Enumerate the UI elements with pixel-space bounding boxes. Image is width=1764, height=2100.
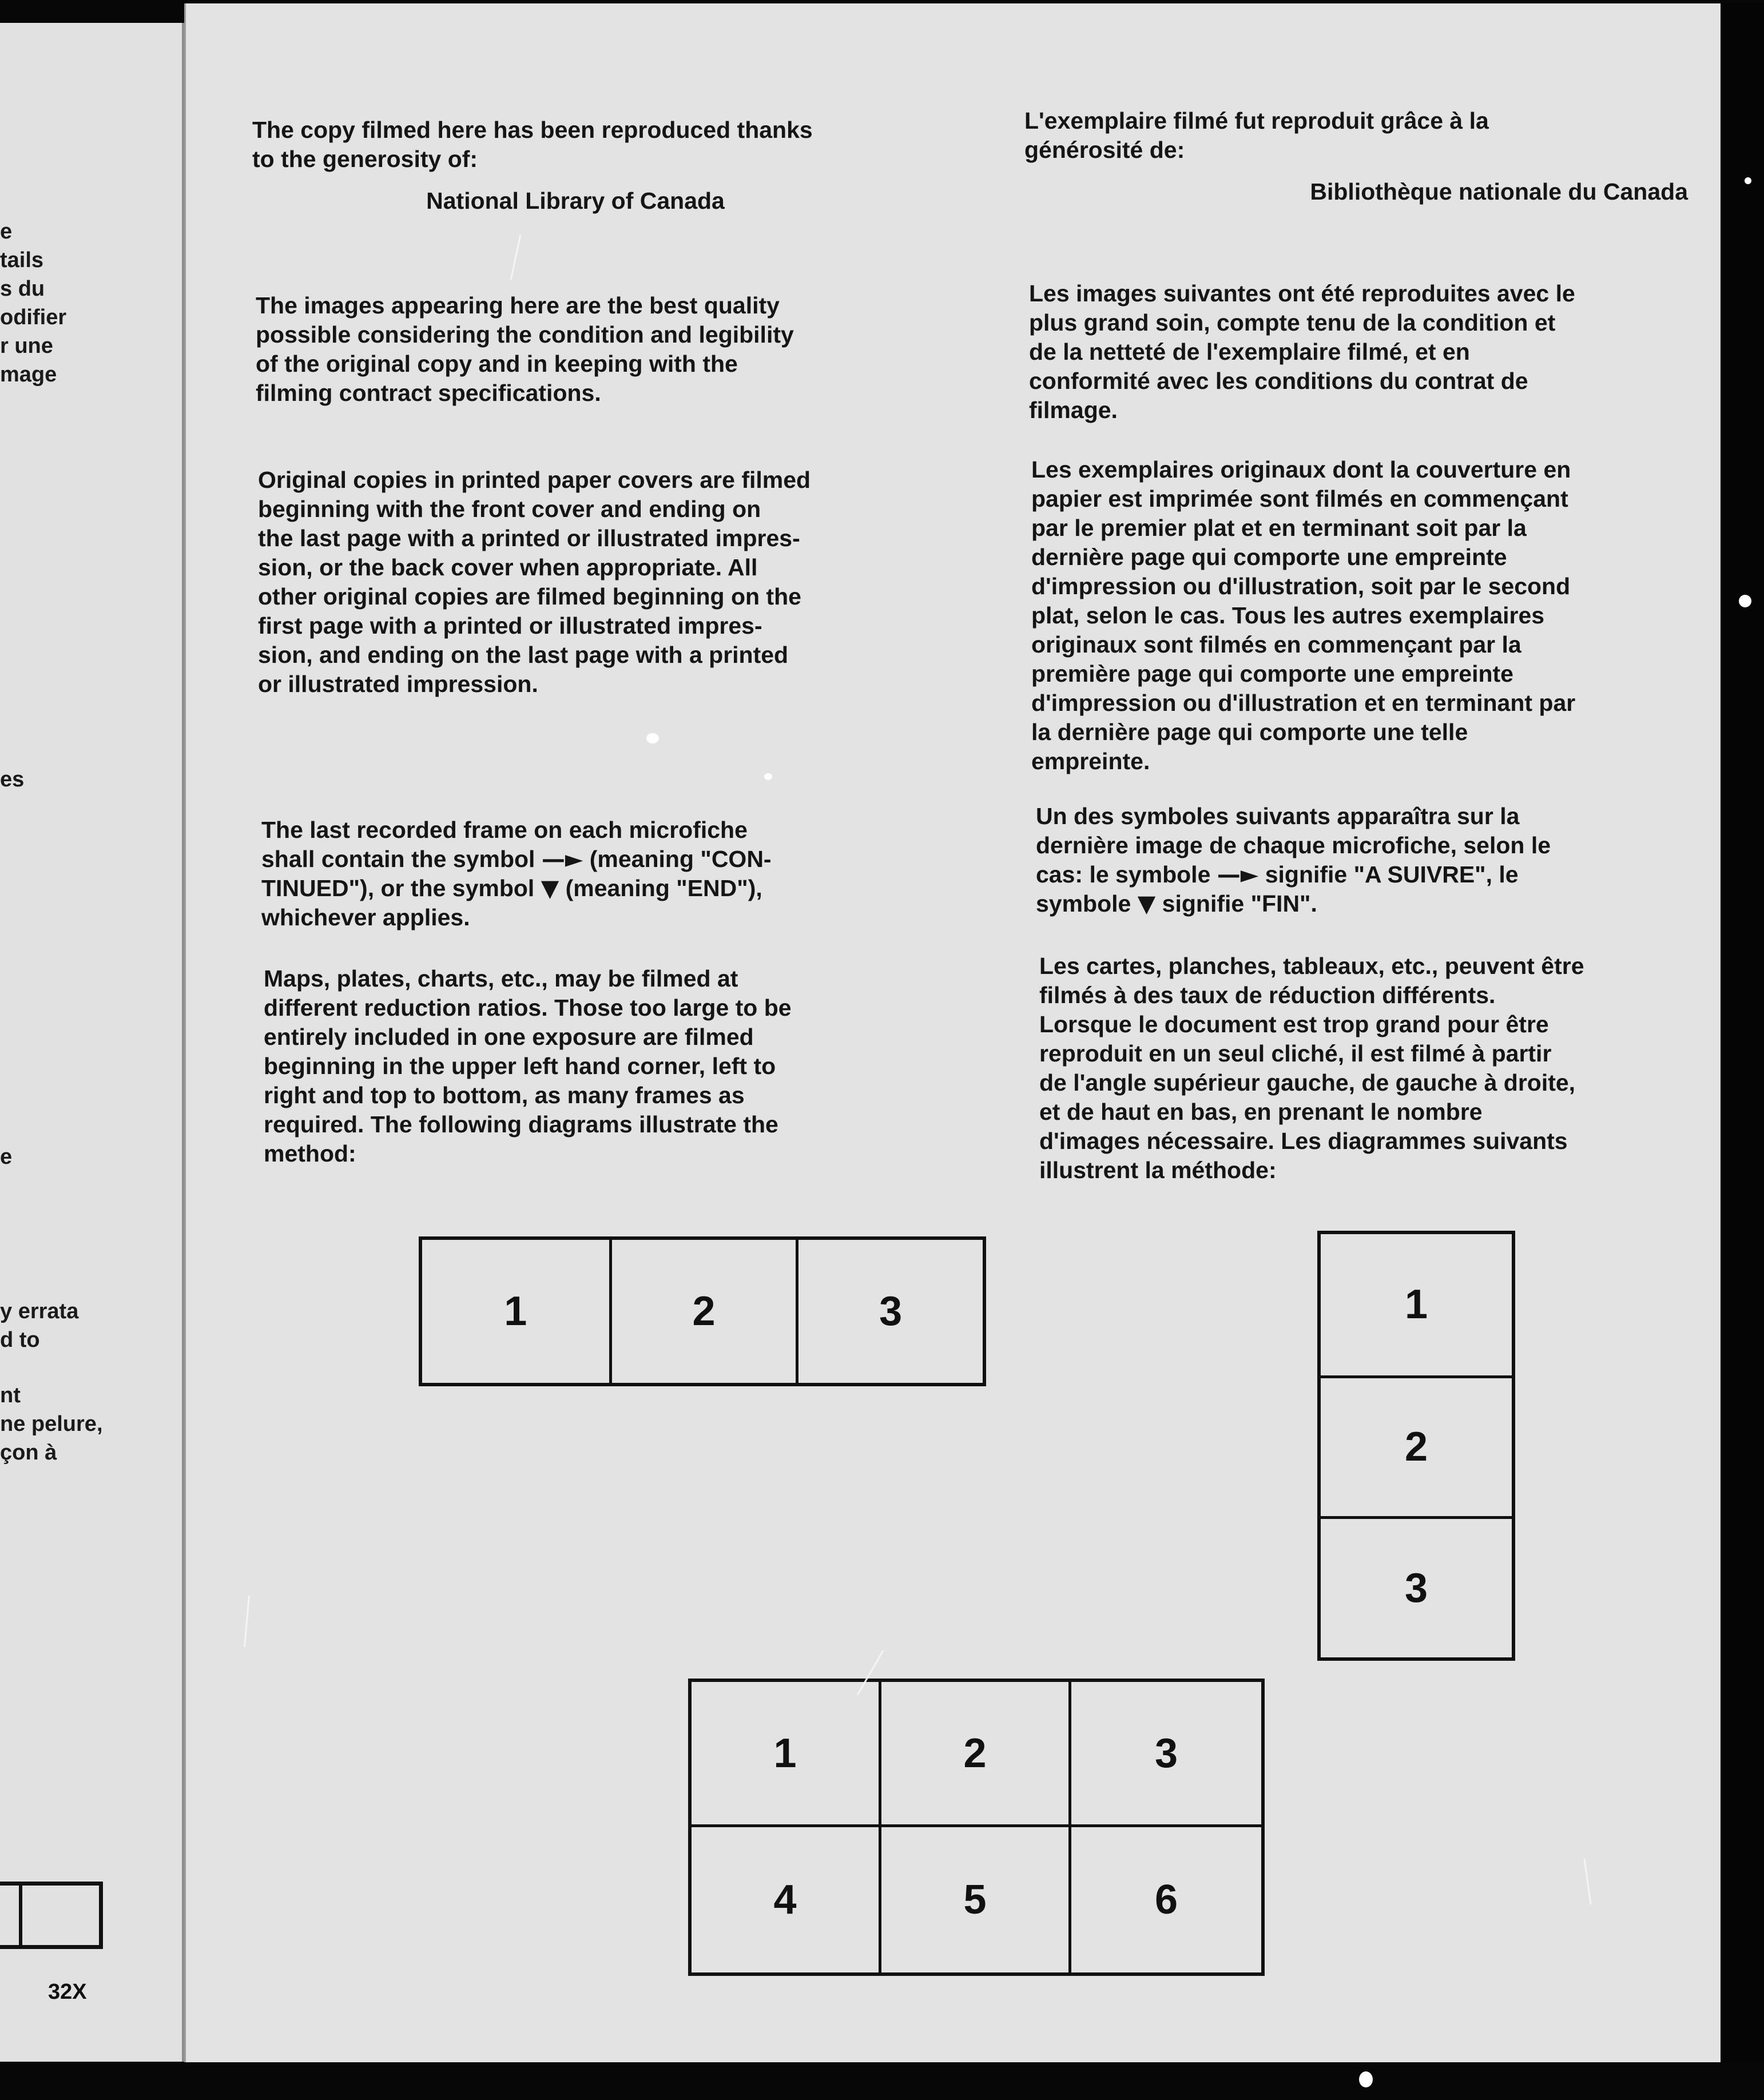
fragment-line: odifier bbox=[0, 305, 67, 329]
maps-en bbox=[264, 964, 910, 1168]
quality-en bbox=[256, 291, 902, 408]
fragment-line: r une bbox=[0, 334, 53, 358]
covers-paragraph-en: Original copies in printed paper covers are filmed beginning with the front cover and ending on the last page with a printed or illustrated impres- sion, or the back cover when appropriate. All other original copies are filmed beginning on the first page with a printed or illustrated impres- sion, and ending on the last page with a printed or illustrated impression. bbox=[258, 467, 811, 697]
fragment-line: nt bbox=[0, 1383, 21, 1407]
fragment-line: tails bbox=[0, 248, 44, 272]
frame-cell: 3 bbox=[1321, 1516, 1512, 1657]
diagram-horizontal-three bbox=[419, 1236, 986, 1386]
film-edge bbox=[1721, 3, 1764, 2062]
dust-speck bbox=[1359, 2071, 1373, 2087]
fragment-line: y errata bbox=[0, 1299, 79, 1323]
fragment-line: s du bbox=[0, 277, 45, 301]
fragment-line: e bbox=[0, 220, 13, 244]
credit-intro-en: The copy filmed here has been reproduced thanks to the generosity of: bbox=[252, 117, 813, 172]
fragment-line: es bbox=[0, 767, 25, 792]
french-column bbox=[1024, 106, 1688, 206]
frame-cell: 3 bbox=[1071, 1682, 1261, 1827]
maps-fr bbox=[1039, 952, 1709, 1185]
covers-paragraph-fr: Les exemplaires originaux dont la couverture en papier est imprimée sont filmés en commençant par le premier plat et en terminant soit par la dernière page qui comporte une empreinte d'impression ou d'illustration, soit par le second plat, selon le cas. Tous les autres exemplaires originaux sont filmés en commençant par la première page qui comporte une empreinte d'impression ou d'illustration et en terminant par la dernière page qui comporte une telle empreinte. bbox=[1031, 456, 1576, 774]
symbols-text-en: The last recorded frame on each microfiche shall contain the symbol bbox=[261, 817, 748, 872]
symbols-text-fr: Un des symboles suivants apparaîtra sur la dernière image de chaque microfiche, selon le cas: le symbole bbox=[1036, 803, 1551, 888]
symbols-fr bbox=[1036, 802, 1699, 918]
frame-cell: 2 bbox=[609, 1240, 796, 1383]
frame-cell: 1 bbox=[504, 1288, 527, 1334]
fragment-line: ne pelure, bbox=[0, 1412, 103, 1436]
frame-cell: 4 bbox=[692, 1827, 881, 1972]
maps-paragraph-fr: Les cartes, planches, tableaux, etc., peuvent être filmés à des taux de réduction différents. Lorsque le document est trop grand pour être reproduit en un seul cliché, il est filmé à partir de l'angle supérieur gauche, de gauche à droite, et de haut en bas, en prenant le nombre d'images nécessaire. Les diagrammes suivants illustrent la méthode: bbox=[1039, 953, 1584, 1183]
symbols-en bbox=[261, 816, 908, 932]
symbols-text-en: (meaning "END"), whichever applies. bbox=[261, 875, 762, 930]
frame-cell: 1 bbox=[692, 1682, 881, 1827]
institution-fr: Bibliothèque nationale du Canada bbox=[1310, 178, 1688, 205]
symbols-paragraph-fr bbox=[1036, 802, 1699, 918]
english-column bbox=[252, 116, 899, 216]
dust-speck bbox=[764, 773, 772, 780]
frame-cell: 2 bbox=[1321, 1375, 1512, 1517]
covers-en bbox=[258, 466, 904, 699]
symbols-paragraph-en bbox=[261, 816, 908, 932]
maps-paragraph-en: Maps, plates, charts, etc., may be filmed at different reduction ratios. Those too large to be entirely included in one exposure are filmed beginning in the upper left hand corner, left to right and top to bottom, as many frames as required. The following diagrams illustrate the method: bbox=[264, 965, 792, 1167]
diagram-vertical-three bbox=[1317, 1231, 1515, 1661]
fragment-line: d to bbox=[0, 1328, 40, 1352]
triangle-end-icon: ▼ bbox=[541, 874, 559, 902]
fragment-line: çon à bbox=[0, 1441, 57, 1465]
frame-cell: 3 bbox=[796, 1240, 983, 1383]
previous-page-fragment bbox=[0, 23, 184, 2062]
arrow-continued-icon: —► bbox=[541, 845, 583, 873]
diagram-grid-six bbox=[688, 1679, 1265, 1976]
symbols-text-fr: signifie "A SUIVRE", le symbole bbox=[1036, 861, 1519, 917]
triangle-end-icon: ▼ bbox=[1137, 890, 1156, 917]
covers-fr bbox=[1031, 455, 1695, 776]
fragment-line: mage bbox=[0, 363, 57, 387]
frame-cell: 1 bbox=[1404, 1282, 1428, 1328]
frame-cell: 6 bbox=[1154, 1877, 1178, 1923]
quality-paragraph-fr: Les images suivantes ont été reproduites avec le plus grand soin, compte tenu de la condition et de la netteté de l'exemplaire filmé, et en conformité avec les conditions du contrat de filmage. bbox=[1029, 280, 1575, 423]
reduction-scale-boxes bbox=[0, 1882, 103, 1949]
dust-speck bbox=[1739, 595, 1751, 607]
arrow-continued-icon: —► bbox=[1217, 861, 1259, 888]
dust-speck bbox=[646, 733, 659, 743]
quality-fr bbox=[1029, 279, 1693, 425]
quality-paragraph-en: The images appearing here are the best quality possible considering the condition and legibility of the original copy and in keeping with the filming contract specifications. bbox=[256, 292, 794, 406]
frame-cell: 5 bbox=[881, 1827, 1071, 1972]
symbols-text-fr: signifie "FIN". bbox=[1155, 890, 1317, 917]
dust-speck bbox=[1745, 177, 1751, 184]
credit-intro-fr: L'exemplaire filmé fut reproduit grâce à la générosité de: bbox=[1024, 108, 1489, 163]
institution-en: National Library of Canada bbox=[426, 188, 725, 214]
frame-cell: 2 bbox=[881, 1682, 1071, 1827]
fragment-line: e bbox=[0, 1145, 13, 1169]
symbols-text-en: (meaning "CON- TINUED"), or the symbol bbox=[261, 846, 772, 901]
reduction-label: 32X bbox=[48, 1980, 87, 2004]
